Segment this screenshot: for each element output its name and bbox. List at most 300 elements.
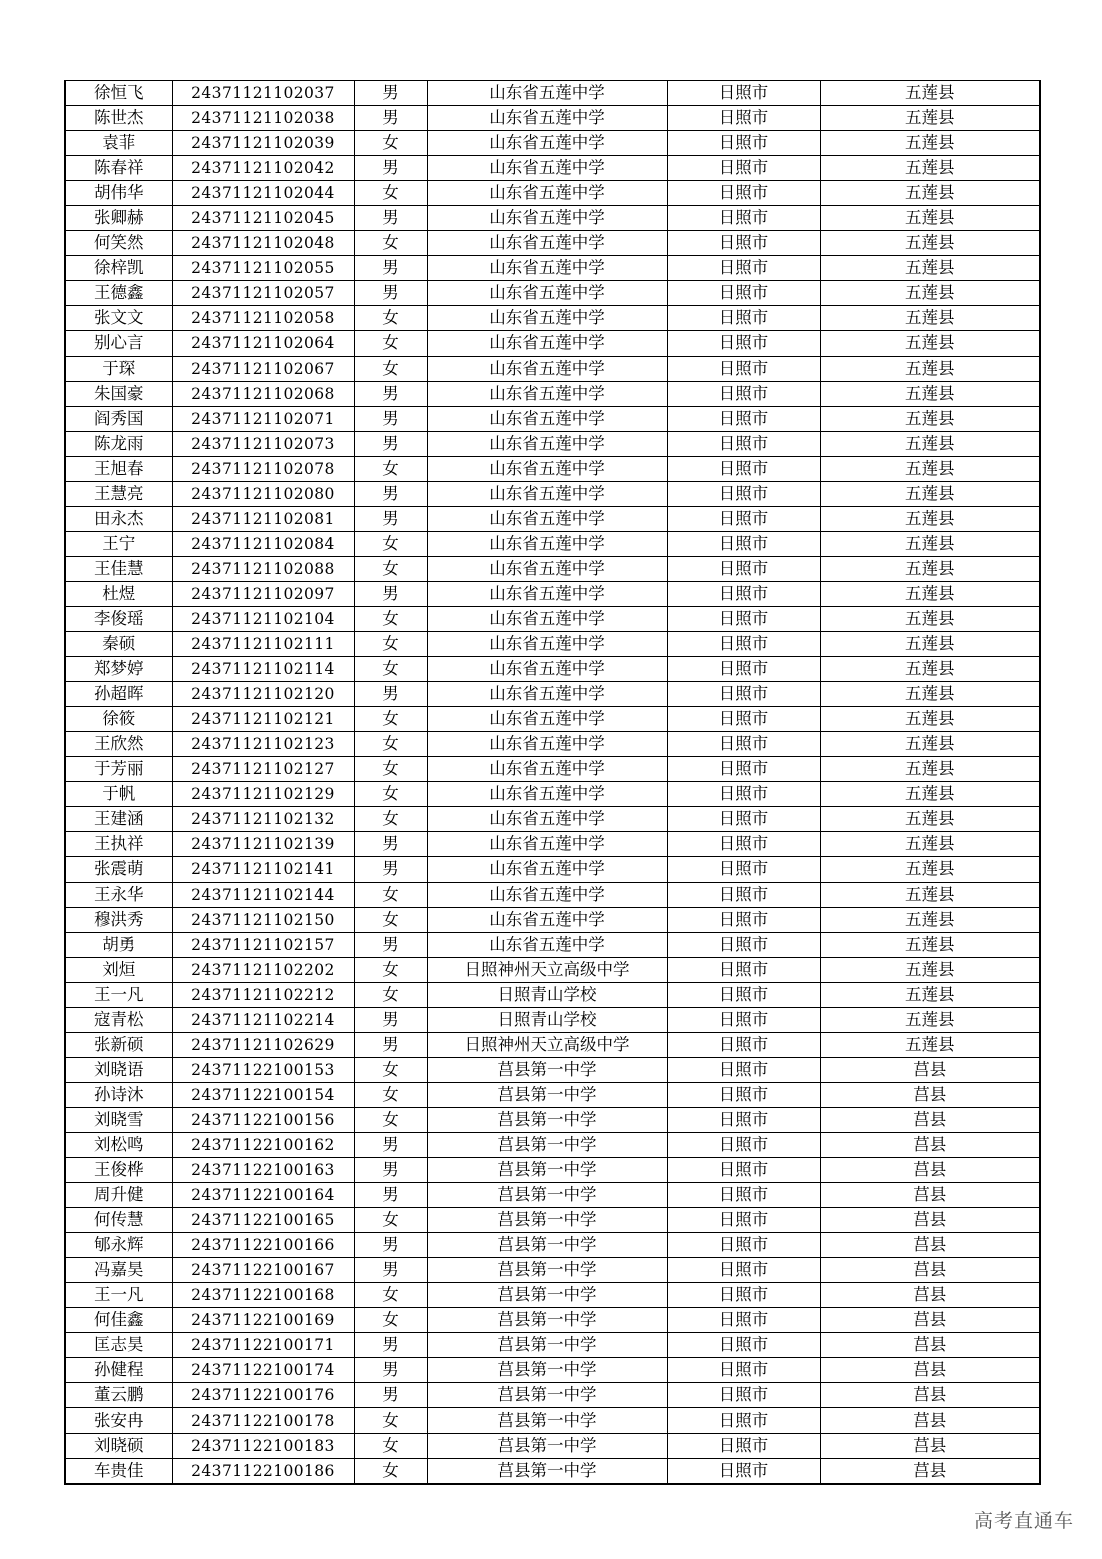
name-cell: 匡志昊 [65, 1333, 172, 1358]
gender-cell: 女 [354, 181, 427, 206]
exam-id-cell: 24371122100176 [172, 1383, 354, 1408]
county-cell: 五莲县 [820, 206, 1040, 231]
city-cell: 日照市 [667, 1032, 820, 1057]
exam-id-cell: 24371121102132 [172, 807, 354, 832]
county-cell: 五莲县 [820, 581, 1040, 606]
school-cell: 山东省五莲中学 [427, 481, 667, 506]
table-row [65, 632, 1040, 657]
school-cell: 山东省五莲中学 [427, 431, 667, 456]
table-row [65, 657, 1040, 682]
city-cell: 日照市 [667, 1082, 820, 1107]
school-cell: 莒县第一中学 [427, 1208, 667, 1233]
table-row [65, 506, 1040, 531]
exam-id-cell: 24371122100154 [172, 1082, 354, 1107]
gender-cell: 男 [354, 281, 427, 306]
county-cell: 五莲县 [820, 682, 1040, 707]
exam-id-cell: 24371122100165 [172, 1208, 354, 1233]
county-cell: 五莲县 [820, 807, 1040, 832]
school-cell: 莒县第一中学 [427, 1458, 667, 1484]
county-cell: 五莲县 [820, 256, 1040, 281]
city-cell: 日照市 [667, 1458, 820, 1484]
name-cell: 于芳丽 [65, 757, 172, 782]
table-row [65, 1082, 1040, 1107]
city-cell: 日照市 [667, 556, 820, 581]
county-cell: 五莲县 [820, 431, 1040, 456]
name-cell: 阎秀国 [65, 406, 172, 431]
county-cell: 五莲县 [820, 181, 1040, 206]
table-row [65, 1308, 1040, 1333]
county-cell: 五莲县 [820, 907, 1040, 932]
city-cell: 日照市 [667, 1132, 820, 1157]
exam-id-cell: 24371121102078 [172, 456, 354, 481]
school-cell: 山东省五莲中学 [427, 506, 667, 531]
exam-id-cell: 24371121102097 [172, 581, 354, 606]
school-cell: 山东省五莲中学 [427, 356, 667, 381]
name-cell: 刘晓雪 [65, 1107, 172, 1132]
name-cell: 王执祥 [65, 832, 172, 857]
school-cell: 山东省五莲中学 [427, 306, 667, 331]
table-row [65, 1107, 1040, 1132]
table-row [65, 1333, 1040, 1358]
gender-cell: 女 [354, 807, 427, 832]
table-row [65, 331, 1040, 356]
name-cell: 刘烜 [65, 957, 172, 982]
table-row [65, 481, 1040, 506]
city-cell: 日照市 [667, 757, 820, 782]
name-cell: 孙健程 [65, 1358, 172, 1383]
county-cell: 五莲县 [820, 156, 1040, 181]
county-cell: 五莲县 [820, 406, 1040, 431]
table-body [65, 81, 1040, 1484]
city-cell: 日照市 [667, 932, 820, 957]
table-row [65, 281, 1040, 306]
gender-cell: 男 [354, 682, 427, 707]
exam-id-cell: 24371121102120 [172, 682, 354, 707]
county-cell: 五莲县 [820, 81, 1040, 106]
gender-cell: 女 [354, 782, 427, 807]
gender-cell: 女 [354, 456, 427, 481]
school-cell: 山东省五莲中学 [427, 682, 667, 707]
table-row [65, 431, 1040, 456]
gender-cell: 女 [354, 1082, 427, 1107]
school-cell: 日照青山学校 [427, 982, 667, 1007]
city-cell: 日照市 [667, 707, 820, 732]
name-cell: 周升健 [65, 1183, 172, 1208]
city-cell: 日照市 [667, 832, 820, 857]
city-cell: 日照市 [667, 281, 820, 306]
table-row [65, 181, 1040, 206]
county-cell: 莒县 [820, 1082, 1040, 1107]
county-cell: 五莲县 [820, 957, 1040, 982]
school-cell: 山东省五莲中学 [427, 707, 667, 732]
table-row [65, 1208, 1040, 1233]
name-cell: 刘晓语 [65, 1057, 172, 1082]
exam-id-cell: 24371122100153 [172, 1057, 354, 1082]
city-cell: 日照市 [667, 1358, 820, 1383]
city-cell: 日照市 [667, 1208, 820, 1233]
school-cell: 山东省五莲中学 [427, 807, 667, 832]
school-cell: 山东省五莲中学 [427, 456, 667, 481]
name-cell: 王一凡 [65, 982, 172, 1007]
table-row [65, 732, 1040, 757]
name-cell: 胡伟华 [65, 181, 172, 206]
gender-cell: 男 [354, 1383, 427, 1408]
city-cell: 日照市 [667, 807, 820, 832]
table-row [65, 1383, 1040, 1408]
name-cell: 张安冉 [65, 1408, 172, 1433]
county-cell: 五莲县 [820, 456, 1040, 481]
name-cell: 孙诗沐 [65, 1082, 172, 1107]
county-cell: 五莲县 [820, 481, 1040, 506]
name-cell: 刘松鸣 [65, 1132, 172, 1157]
gender-cell: 女 [354, 356, 427, 381]
county-cell: 莒县 [820, 1057, 1040, 1082]
table-row [65, 957, 1040, 982]
gender-cell: 女 [354, 632, 427, 657]
name-cell: 王慧亮 [65, 481, 172, 506]
city-cell: 日照市 [667, 431, 820, 456]
school-cell: 日照神州天立高级中学 [427, 957, 667, 982]
gender-cell: 男 [354, 1158, 427, 1183]
city-cell: 日照市 [667, 231, 820, 256]
exam-id-cell: 24371121102080 [172, 481, 354, 506]
name-cell: 张新硕 [65, 1032, 172, 1057]
city-cell: 日照市 [667, 156, 820, 181]
gender-cell: 男 [354, 1183, 427, 1208]
name-cell: 徐梓凯 [65, 256, 172, 281]
county-cell: 五莲县 [820, 857, 1040, 882]
school-cell: 山东省五莲中学 [427, 606, 667, 631]
county-cell: 莒县 [820, 1283, 1040, 1308]
exam-id-cell: 24371121102157 [172, 932, 354, 957]
school-cell: 山东省五莲中学 [427, 181, 667, 206]
gender-cell: 男 [354, 431, 427, 456]
gender-cell: 男 [354, 506, 427, 531]
city-cell: 日照市 [667, 481, 820, 506]
exam-id-cell: 24371121102037 [172, 81, 354, 106]
exam-id-cell: 24371122100169 [172, 1308, 354, 1333]
name-cell: 陈世杰 [65, 106, 172, 131]
city-cell: 日照市 [667, 256, 820, 281]
school-cell: 山东省五莲中学 [427, 206, 667, 231]
name-cell: 王德鑫 [65, 281, 172, 306]
name-cell: 于琛 [65, 356, 172, 381]
school-cell: 山东省五莲中学 [427, 406, 667, 431]
name-cell: 寇青松 [65, 1007, 172, 1032]
name-cell: 王宁 [65, 531, 172, 556]
table-row [65, 406, 1040, 431]
gender-cell: 女 [354, 1107, 427, 1132]
gender-cell: 男 [354, 581, 427, 606]
city-cell: 日照市 [667, 1057, 820, 1082]
exam-id-cell: 24371121102150 [172, 907, 354, 932]
table-row [65, 81, 1040, 106]
gender-cell: 女 [354, 531, 427, 556]
city-cell: 日照市 [667, 581, 820, 606]
exam-id-cell: 24371121102141 [172, 857, 354, 882]
county-cell: 莒县 [820, 1107, 1040, 1132]
gender-cell: 女 [354, 1308, 427, 1333]
name-cell: 张卿赫 [65, 206, 172, 231]
city-cell: 日照市 [667, 1007, 820, 1032]
school-cell: 莒县第一中学 [427, 1408, 667, 1433]
school-cell: 山东省五莲中学 [427, 531, 667, 556]
name-cell: 董云鹏 [65, 1383, 172, 1408]
exam-id-cell: 24371122100164 [172, 1183, 354, 1208]
county-cell: 五莲县 [820, 657, 1040, 682]
name-cell: 郇永辉 [65, 1233, 172, 1258]
table-row [65, 682, 1040, 707]
gender-cell: 男 [354, 932, 427, 957]
table-row [65, 356, 1040, 381]
county-cell: 五莲县 [820, 306, 1040, 331]
city-cell: 日照市 [667, 882, 820, 907]
exam-id-cell: 24371121102104 [172, 606, 354, 631]
name-cell: 徐恒飞 [65, 81, 172, 106]
exam-id-cell: 24371121102127 [172, 757, 354, 782]
gender-cell: 女 [354, 657, 427, 682]
table-row [65, 1358, 1040, 1383]
city-cell: 日照市 [667, 1408, 820, 1433]
exam-id-cell: 24371121102114 [172, 657, 354, 682]
table-row [65, 1032, 1040, 1057]
school-cell: 山东省五莲中学 [427, 81, 667, 106]
exam-id-cell: 24371121102045 [172, 206, 354, 231]
exam-id-cell: 24371121102202 [172, 957, 354, 982]
city-cell: 日照市 [667, 957, 820, 982]
gender-cell: 女 [354, 131, 427, 156]
gender-cell: 男 [354, 481, 427, 506]
school-cell: 山东省五莲中学 [427, 381, 667, 406]
county-cell: 五莲县 [820, 757, 1040, 782]
gender-cell: 男 [354, 81, 427, 106]
school-cell: 日照青山学校 [427, 1007, 667, 1032]
city-cell: 日照市 [667, 381, 820, 406]
gender-cell: 男 [354, 1333, 427, 1358]
school-cell: 山东省五莲中学 [427, 231, 667, 256]
county-cell: 五莲县 [820, 356, 1040, 381]
table-row [65, 907, 1040, 932]
school-cell: 山东省五莲中学 [427, 732, 667, 757]
name-cell: 王欣然 [65, 732, 172, 757]
county-cell: 五莲县 [820, 882, 1040, 907]
table-row [65, 131, 1040, 156]
county-cell: 五莲县 [820, 531, 1040, 556]
exam-id-cell: 24371121102212 [172, 982, 354, 1007]
city-cell: 日照市 [667, 632, 820, 657]
exam-id-cell: 24371122100163 [172, 1158, 354, 1183]
county-cell: 莒县 [820, 1458, 1040, 1484]
exam-id-cell: 24371121102084 [172, 531, 354, 556]
school-cell: 莒县第一中学 [427, 1358, 667, 1383]
exam-id-cell: 24371121102144 [172, 882, 354, 907]
table-row [65, 1057, 1040, 1082]
name-cell: 何传慧 [65, 1208, 172, 1233]
city-cell: 日照市 [667, 657, 820, 682]
student-list-table [64, 80, 1041, 1485]
city-cell: 日照市 [667, 606, 820, 631]
county-cell: 五莲县 [820, 732, 1040, 757]
school-cell: 莒县第一中学 [427, 1082, 667, 1107]
exam-id-cell: 24371122100167 [172, 1258, 354, 1283]
name-cell: 张震萌 [65, 857, 172, 882]
name-cell: 陈春祥 [65, 156, 172, 181]
name-cell: 朱国豪 [65, 381, 172, 406]
gender-cell: 女 [354, 907, 427, 932]
name-cell: 车贵佳 [65, 1458, 172, 1484]
table-row [65, 1007, 1040, 1032]
table-row [65, 1158, 1040, 1183]
city-cell: 日照市 [667, 982, 820, 1007]
gender-cell: 男 [354, 256, 427, 281]
name-cell: 陈龙雨 [65, 431, 172, 456]
school-cell: 莒县第一中学 [427, 1308, 667, 1333]
exam-id-cell: 24371121102058 [172, 306, 354, 331]
gender-cell: 男 [354, 1032, 427, 1057]
name-cell: 徐筱 [65, 707, 172, 732]
table-row [65, 456, 1040, 481]
exam-id-cell: 24371121102111 [172, 632, 354, 657]
exam-id-cell: 24371122100171 [172, 1333, 354, 1358]
exam-id-cell: 24371121102067 [172, 356, 354, 381]
county-cell: 莒县 [820, 1132, 1040, 1157]
gender-cell: 女 [354, 231, 427, 256]
table-row [65, 982, 1040, 1007]
city-cell: 日照市 [667, 306, 820, 331]
city-cell: 日照市 [667, 106, 820, 131]
gender-cell: 男 [354, 857, 427, 882]
school-cell: 莒县第一中学 [427, 1183, 667, 1208]
name-cell: 王建涵 [65, 807, 172, 832]
school-cell: 莒县第一中学 [427, 1333, 667, 1358]
gender-cell: 女 [354, 1283, 427, 1308]
city-cell: 日照市 [667, 857, 820, 882]
gender-cell: 女 [354, 1208, 427, 1233]
exam-id-cell: 24371121102064 [172, 331, 354, 356]
table-row [65, 156, 1040, 181]
city-cell: 日照市 [667, 1283, 820, 1308]
city-cell: 日照市 [667, 206, 820, 231]
table-row [65, 782, 1040, 807]
table-row [65, 306, 1040, 331]
gender-cell: 女 [354, 1057, 427, 1082]
name-cell: 袁菲 [65, 131, 172, 156]
name-cell: 别心言 [65, 331, 172, 356]
school-cell: 山东省五莲中学 [427, 657, 667, 682]
school-cell: 山东省五莲中学 [427, 932, 667, 957]
table-row [65, 1433, 1040, 1458]
name-cell: 穆洪秀 [65, 907, 172, 932]
table-row [65, 1132, 1040, 1157]
table-row [65, 1183, 1040, 1208]
city-cell: 日照市 [667, 1233, 820, 1258]
table-row [65, 581, 1040, 606]
county-cell: 莒县 [820, 1333, 1040, 1358]
city-cell: 日照市 [667, 1383, 820, 1408]
school-cell: 莒县第一中学 [427, 1383, 667, 1408]
gender-cell: 女 [354, 1458, 427, 1484]
table-row [65, 882, 1040, 907]
gender-cell: 女 [354, 957, 427, 982]
school-cell: 莒县第一中学 [427, 1107, 667, 1132]
county-cell: 莒县 [820, 1358, 1040, 1383]
exam-id-cell: 24371121102039 [172, 131, 354, 156]
name-cell: 胡勇 [65, 932, 172, 957]
gender-cell: 女 [354, 982, 427, 1007]
gender-cell: 女 [354, 556, 427, 581]
city-cell: 日照市 [667, 682, 820, 707]
school-cell: 山东省五莲中学 [427, 782, 667, 807]
city-cell: 日照市 [667, 1183, 820, 1208]
city-cell: 日照市 [667, 531, 820, 556]
county-cell: 五莲县 [820, 281, 1040, 306]
county-cell: 莒县 [820, 1408, 1040, 1433]
exam-id-cell: 24371121102139 [172, 832, 354, 857]
county-cell: 五莲县 [820, 632, 1040, 657]
exam-id-cell: 24371121102048 [172, 231, 354, 256]
exam-id-cell: 24371121102044 [172, 181, 354, 206]
city-cell: 日照市 [667, 907, 820, 932]
name-cell: 秦硕 [65, 632, 172, 657]
exam-id-cell: 24371121102055 [172, 256, 354, 281]
school-cell: 莒县第一中学 [427, 1258, 667, 1283]
county-cell: 五莲县 [820, 231, 1040, 256]
county-cell: 五莲县 [820, 331, 1040, 356]
city-cell: 日照市 [667, 1258, 820, 1283]
school-cell: 莒县第一中学 [427, 1057, 667, 1082]
gender-cell: 男 [354, 206, 427, 231]
city-cell: 日照市 [667, 1158, 820, 1183]
table-row [65, 1233, 1040, 1258]
table-row [65, 106, 1040, 131]
name-cell: 何笑然 [65, 231, 172, 256]
county-cell: 五莲县 [820, 1032, 1040, 1057]
city-cell: 日照市 [667, 131, 820, 156]
exam-id-cell: 24371121102071 [172, 406, 354, 431]
table-row [65, 256, 1040, 281]
gender-cell: 男 [354, 1132, 427, 1157]
table-row [65, 1408, 1040, 1433]
exam-id-cell: 24371121102129 [172, 782, 354, 807]
name-cell: 杜煜 [65, 581, 172, 606]
city-cell: 日照市 [667, 456, 820, 481]
exam-id-cell: 24371121102073 [172, 431, 354, 456]
table-row [65, 206, 1040, 231]
city-cell: 日照市 [667, 506, 820, 531]
gender-cell: 男 [354, 106, 427, 131]
name-cell: 王佳慧 [65, 556, 172, 581]
gender-cell: 男 [354, 1258, 427, 1283]
city-cell: 日照市 [667, 406, 820, 431]
exam-id-cell: 24371122100186 [172, 1458, 354, 1484]
table-row [65, 757, 1040, 782]
county-cell: 五莲县 [820, 556, 1040, 581]
exam-id-cell: 24371121102081 [172, 506, 354, 531]
city-cell: 日照市 [667, 1308, 820, 1333]
name-cell: 于帆 [65, 782, 172, 807]
school-cell: 日照神州天立高级中学 [427, 1032, 667, 1057]
city-cell: 日照市 [667, 1333, 820, 1358]
county-cell: 莒县 [820, 1433, 1040, 1458]
exam-id-cell: 24371122100178 [172, 1408, 354, 1433]
name-cell: 孙超晖 [65, 682, 172, 707]
school-cell: 莒县第一中学 [427, 1283, 667, 1308]
school-cell: 山东省五莲中学 [427, 882, 667, 907]
exam-id-cell: 24371121102214 [172, 1007, 354, 1032]
gender-cell: 男 [354, 406, 427, 431]
county-cell: 五莲县 [820, 932, 1040, 957]
name-cell: 何佳鑫 [65, 1308, 172, 1333]
